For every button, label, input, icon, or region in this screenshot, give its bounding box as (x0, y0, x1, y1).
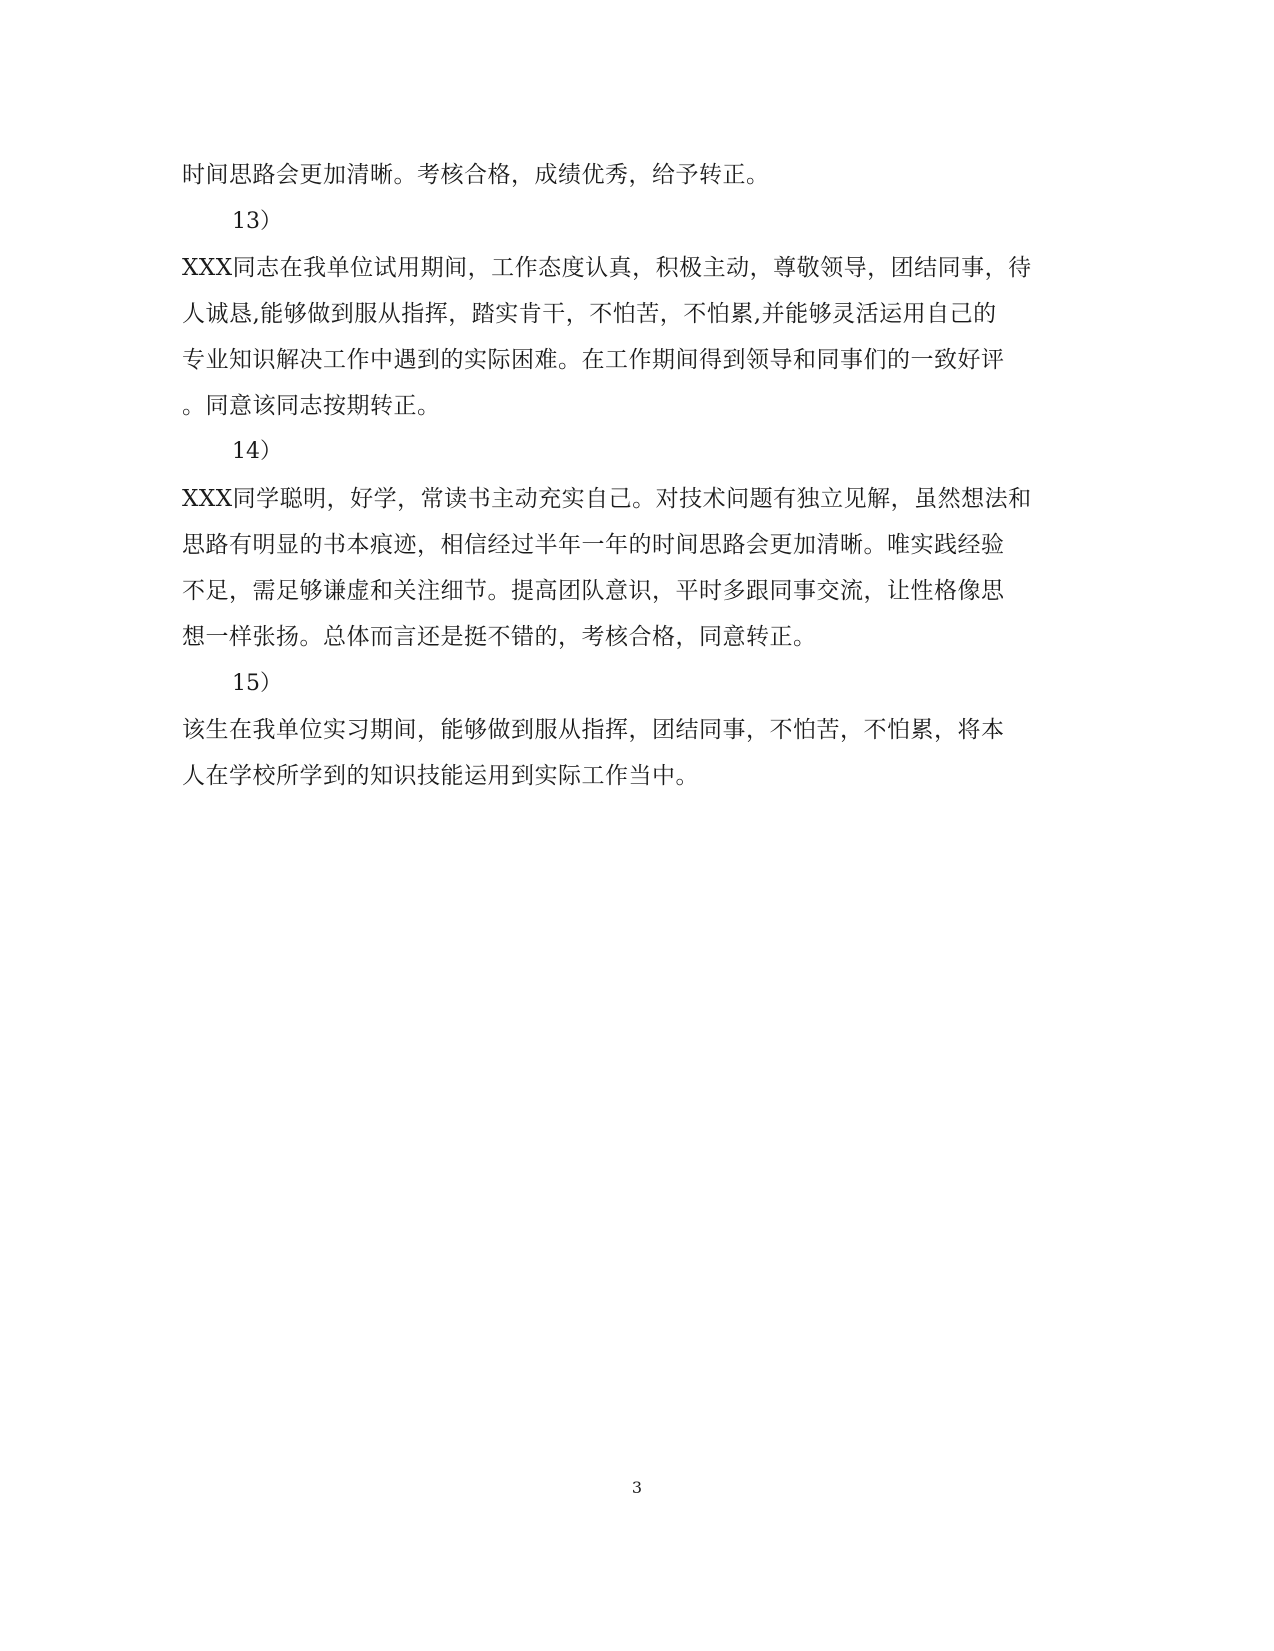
item-number: 15） (232, 671, 282, 696)
paragraph-line: XXX同志在我单位试用期间，工作态度认真，积极主动，尊敬领导，团结同事，待 (182, 255, 1032, 281)
paragraph-line: 时间思路会更加清晰。考核合格，成绩优秀，给予转正。 (182, 162, 770, 188)
item-number: 14） (232, 439, 282, 464)
paragraph-line: 人在学校所学到的知识技能运用到实际工作当中。 (182, 763, 699, 789)
paragraph-line: 。同意该同志按期转正。 (182, 393, 441, 419)
page-number: 3 (631, 1478, 643, 1497)
paragraph-line: XXX同学聪明，好学，常读书主动充实自己。对技术问题有独立见解，虽然想法和 (182, 486, 1032, 512)
paragraph-line: 想一样张扬。总体而言还是挺不错的，考核合格，同意转正。 (182, 624, 817, 650)
item-number: 13） (232, 209, 282, 234)
paragraph-line: 人诚恳,能够做到服从指挥，踏实肯干，不怕苦，不怕累,并能够灵活运用自己的 (182, 301, 997, 327)
paragraph-line: 思路有明显的书本痕迹，相信经过半年一年的时间思路会更加清晰。唯实践经验 (182, 532, 1005, 558)
paragraph-line: 不足，需足够谦虚和关注细节。提高团队意识，平时多跟同事交流，让性格像思 (182, 578, 1005, 604)
paragraph-line: 该生在我单位实习期间，能够做到服从指挥，团结同事，不怕苦，不怕累，将本 (182, 717, 1005, 743)
paragraph-line: 专业知识解决工作中遇到的实际困难。在工作期间得到领导和同事们的一致好评 (182, 347, 1005, 373)
